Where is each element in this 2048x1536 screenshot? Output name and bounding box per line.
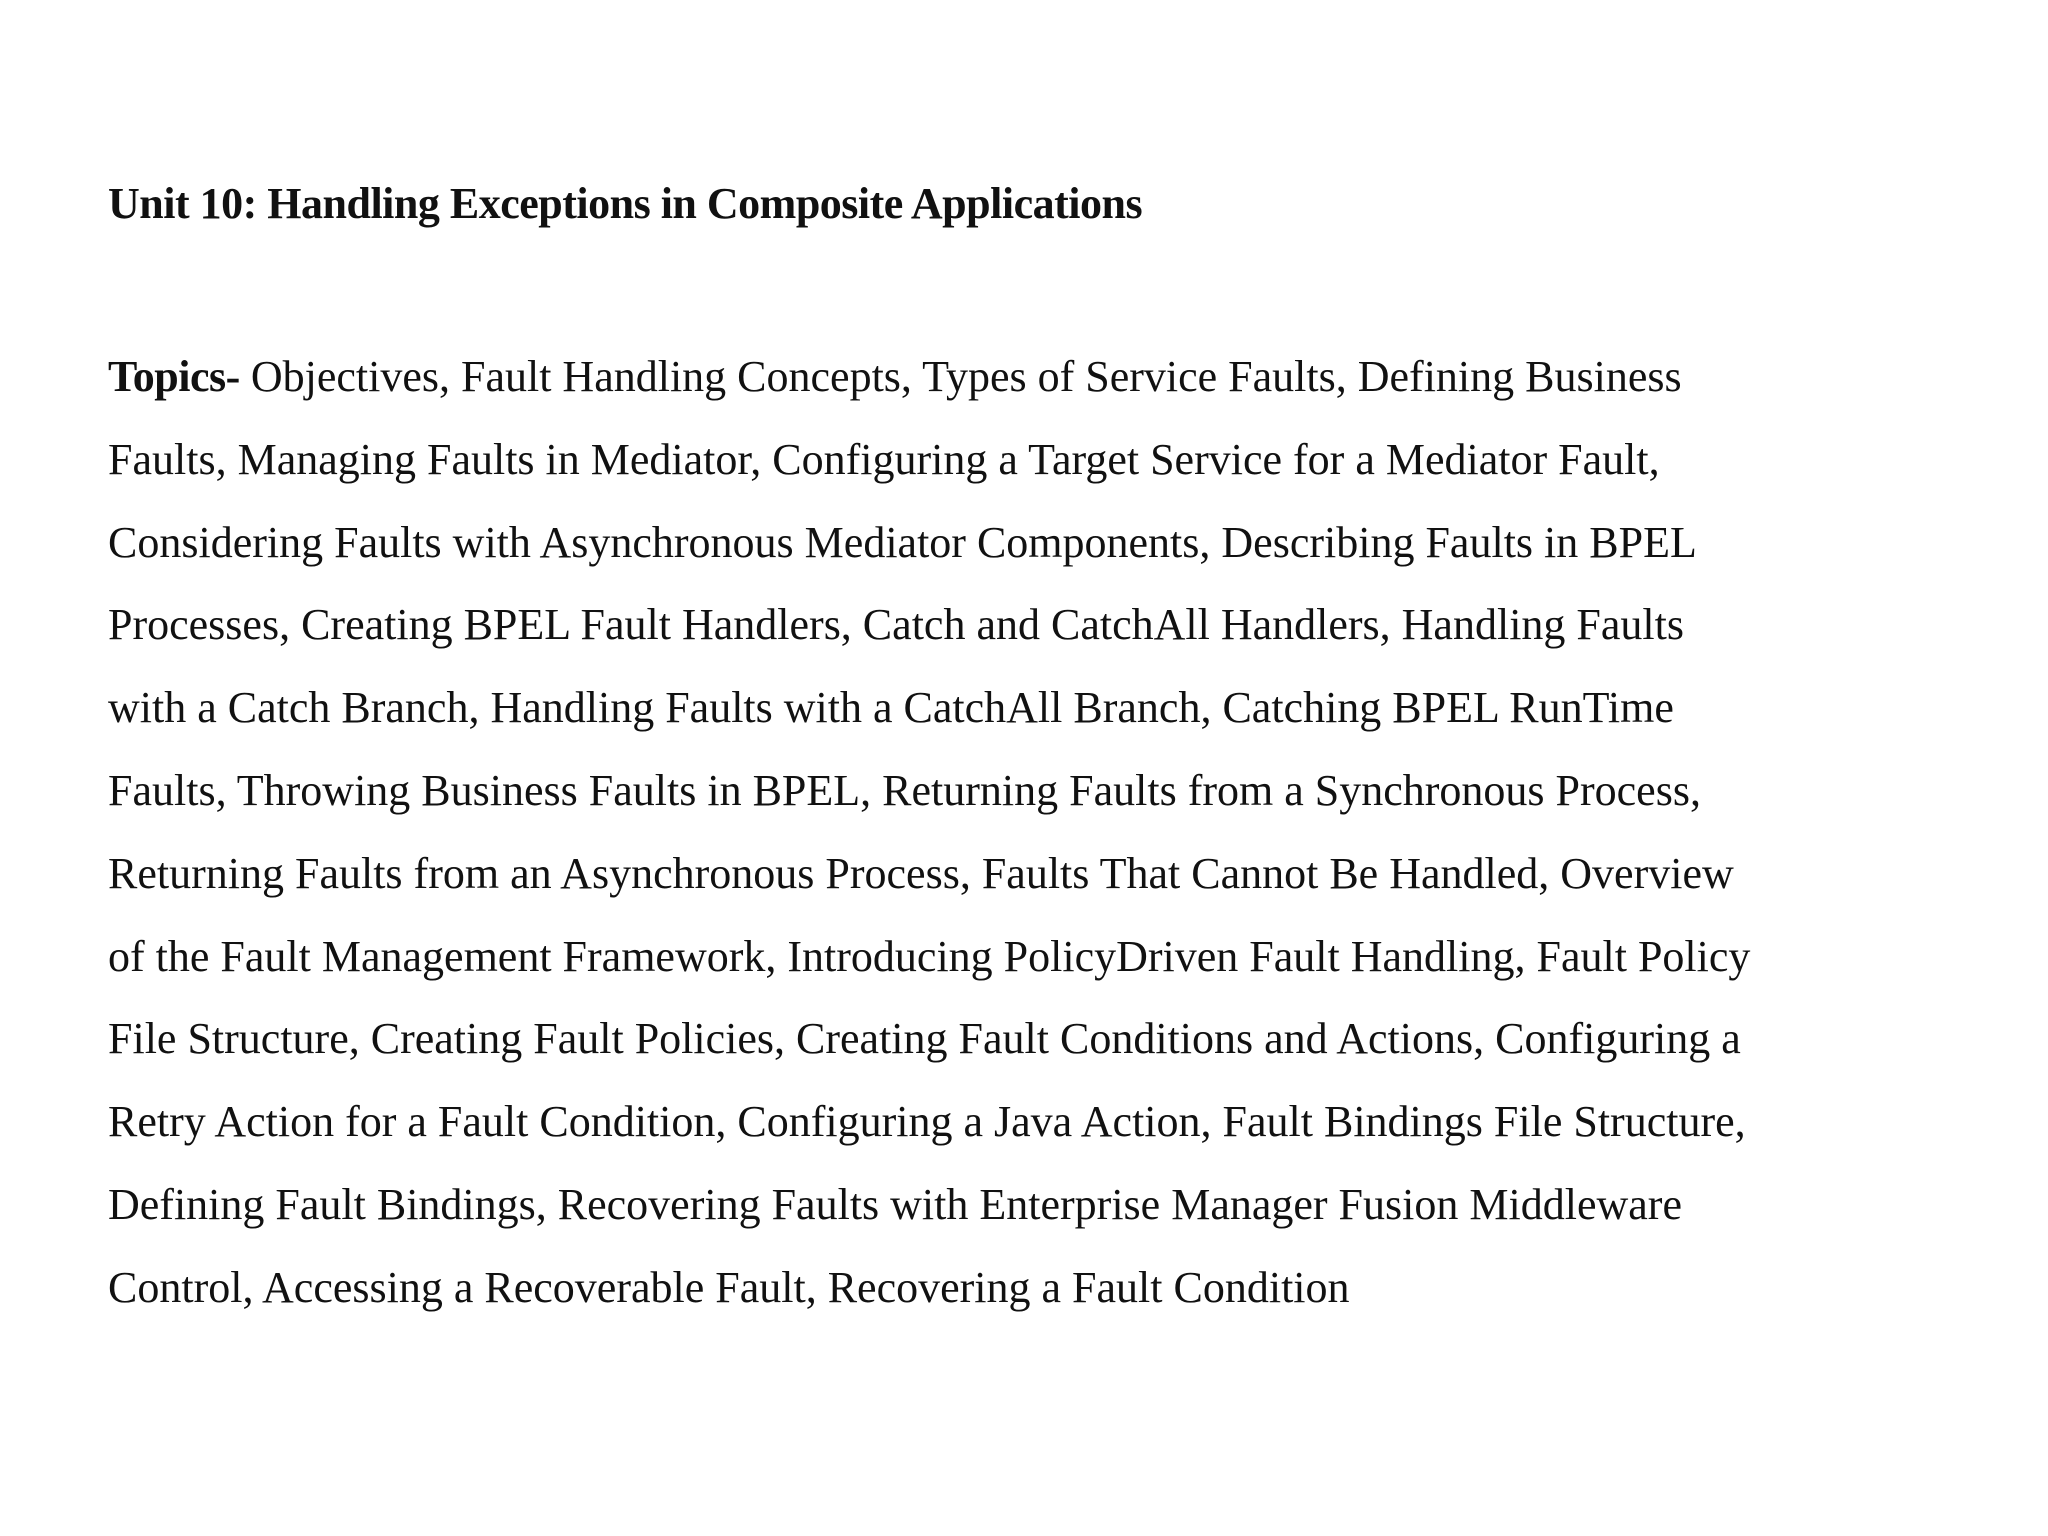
topics-line: Returning Faults from an Asynchronous Process, Faults That Cannot Be Handled, Overview (108, 848, 1734, 898)
topics-line: Processes, Creating BPEL Fault Handlers, Catch and CatchAll Handlers, Handling Faults (108, 600, 1684, 650)
topics-line: Defining Fault Bindings, Recovering Faults with Enterprise Manager Fusion Middleware (108, 1179, 1682, 1229)
topics-line: File Structure, Creating Fault Policies, Creating Fault Conditions and Actions, Configuring a (108, 1014, 1741, 1064)
topics-line: Control, Accessing a Recoverable Fault, Recovering a Fault Condition (108, 1262, 1350, 1312)
topics-label: Topics- (108, 352, 240, 401)
topics-line: Considering Faults with Asynchronous Mediator Components, Describing Faults in BPEL (108, 517, 1697, 567)
topics-line: with a Catch Branch, Handling Faults with a CatchAll Branch, Catching BPEL RunTime (108, 683, 1674, 733)
topics-line (108, 336, 1948, 419)
topics-line: Faults, Managing Faults in Mediator, Configuring a Target Service for a Mediator Fault, (108, 434, 1660, 484)
topics-paragraph (108, 336, 1948, 1330)
unit-title: Unit 10: Handling Exceptions in Composite Applications (108, 179, 1143, 228)
topics-line: of the Fault Management Framework, Introducing PolicyDriven Fault Handling, Fault Policy (108, 931, 1751, 981)
topics-line-text: Objectives, Fault Handling Concepts, Types of Service Faults, Defining Business (239, 352, 1682, 401)
topics-line: Retry Action for a Fault Condition, Configuring a Java Action, Fault Bindings File Structure, (108, 1097, 1746, 1147)
topics-line: Faults, Throwing Business Faults in BPEL, Returning Faults from a Synchronous Process, (108, 765, 1701, 815)
